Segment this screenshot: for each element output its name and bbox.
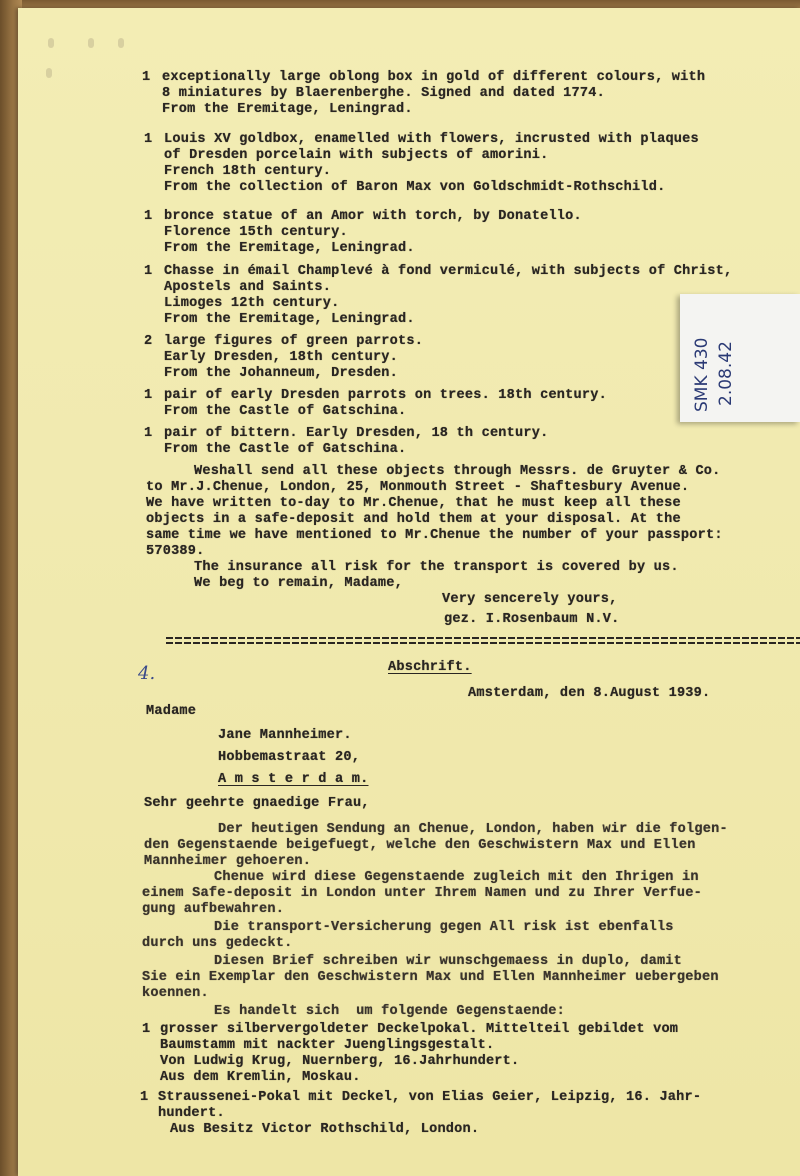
item-line: grosser silbervergoldeter Deckelpokal. Mittelteil gebildet vom bbox=[160, 1022, 679, 1037]
item-line: pair of bittern. Early Dresden, 18 th century. bbox=[164, 426, 549, 441]
letter-body-line: objects in a safe-deposit and hold them at your disposal. At the bbox=[146, 512, 681, 527]
item-line: exceptionally large oblong box in gold of different colours, with bbox=[162, 70, 706, 85]
letter-body-line: den Gegenstaende beigefuegt, welche den Geschwistern Max und Ellen bbox=[144, 838, 696, 853]
complimentary-close: Very sencerely yours, bbox=[442, 592, 618, 607]
letter-body-line: Chenue wird diese Gegenstaende zugleich mit den Ihrigen in bbox=[214, 870, 699, 885]
letter-body-line: Sie ein Exemplar den Geschwistern Max und Ellen Mannheimer uebergeben bbox=[142, 970, 719, 985]
item-quantity: 1 bbox=[144, 426, 153, 441]
item-line: Baumstamm mit nackter Juenglingsgestalt. bbox=[160, 1038, 495, 1053]
item-line: Florence 15th century. bbox=[164, 225, 348, 240]
letter-body-line: We beg to remain, Madame, bbox=[194, 576, 403, 591]
item-quantity: 1 bbox=[144, 388, 153, 403]
item-line: of Dresden porcelain with subjects of amorini. bbox=[164, 148, 549, 163]
letter-body-line: to Mr.J.Chenue, London, 25, Monmouth Street - Shaftesbury Avenue. bbox=[146, 480, 690, 495]
item-line: Early Dresden, 18th century. bbox=[164, 350, 399, 365]
item-line: From the Castle of Gatschina. bbox=[164, 442, 407, 457]
section-separator bbox=[166, 637, 800, 645]
item-line: Straussenei-Pokal mit Deckel, von Elias Geier, Leipzig, 16. Jahr- bbox=[158, 1090, 702, 1105]
item-line: Louis XV goldbox, enamelled with flowers, incrusted with plaques bbox=[164, 132, 699, 147]
item-quantity: 1 bbox=[144, 209, 153, 224]
letter-body-line: Weshall send all these objects through Messrs. de Gruyter & Co. bbox=[194, 464, 721, 479]
letter-body-line: einem Safe-deposit in London unter Ihrem Namen und zu Ihrer Verfue- bbox=[142, 886, 702, 901]
item-quantity: 1 bbox=[144, 132, 153, 147]
punch-hole bbox=[88, 38, 94, 48]
item-line: From the Castle of Gatschina. bbox=[164, 404, 407, 419]
sticker-reference: SMK 430 bbox=[692, 337, 712, 412]
item-quantity: 1 bbox=[142, 1022, 151, 1037]
item-quantity: 2 bbox=[144, 334, 153, 349]
item-line: Limoges 12th century. bbox=[164, 296, 340, 311]
salutation-to: Madame bbox=[146, 704, 197, 719]
punch-hole bbox=[46, 68, 52, 78]
item-line: From the Eremitage, Leningrad. bbox=[164, 312, 415, 327]
item-quantity: 1 bbox=[140, 1090, 149, 1105]
place-date: Amsterdam, den 8.August 1939. bbox=[468, 686, 711, 701]
letter-body-line: Mannheimer gehoeren. bbox=[144, 854, 312, 869]
letter-body-line: The insurance all risk for the transport is covered by us. bbox=[194, 560, 679, 575]
letter-body-line: Der heutigen Sendung an Chenue, London, haben wir die folgen- bbox=[218, 822, 728, 837]
address-city: A m s t e r d a m. bbox=[218, 772, 369, 787]
typed-document-page bbox=[18, 8, 800, 1176]
address-line: Jane Mannheimer. bbox=[218, 728, 352, 743]
letter-body-line: 570389. bbox=[146, 544, 205, 559]
handwritten-page-number: 4. bbox=[138, 663, 156, 684]
letter-body-line: same time we have mentioned to Mr.Chenue the number of your passport: bbox=[146, 528, 723, 543]
letter-body-line: koennen. bbox=[142, 986, 209, 1001]
letter-body-line: gung aufbewahren. bbox=[142, 902, 285, 917]
punch-hole bbox=[48, 38, 54, 48]
item-line: hundert. bbox=[158, 1106, 225, 1121]
archive-sticker bbox=[680, 294, 800, 422]
letter-body-line: Diesen Brief schreiben wir wunschgemaess in duplo, damit bbox=[214, 954, 683, 969]
item-line: French 18th century. bbox=[164, 164, 332, 179]
punch-hole bbox=[118, 38, 124, 48]
item-line: From the collection of Baron Max von Goldschmidt-Rothschild. bbox=[164, 180, 666, 195]
greeting: Sehr geehrte gnaedige Frau, bbox=[144, 796, 370, 811]
item-line: Von Ludwig Krug, Nuernberg, 16.Jahrhundert. bbox=[160, 1054, 520, 1069]
item-line: pair of early Dresden parrots on trees. 18th century. bbox=[164, 388, 607, 403]
sticker-date: 2.08.42 bbox=[716, 341, 736, 406]
signature-line: gez. I.Rosenbaum N.V. bbox=[444, 612, 620, 627]
item-quantity: 1 bbox=[142, 70, 151, 85]
item-line: 8 miniatures by Blaerenberghe. Signed and dated 1774. bbox=[162, 86, 605, 101]
copy-heading: Abschrift. bbox=[388, 660, 472, 675]
item-line: Apostels and Saints. bbox=[164, 280, 332, 295]
item-line: bronce statue of an Amor with torch, by Donatello. bbox=[164, 209, 582, 224]
item-line: Aus dem Kremlin, Moskau. bbox=[160, 1070, 361, 1085]
item-line: Aus Besitz Victor Rothschild, London. bbox=[170, 1122, 480, 1137]
letter-body-line: Es handelt sich um folgende Gegenstaende: bbox=[214, 1004, 566, 1019]
address-line: Hobbemastraat 20, bbox=[218, 750, 361, 765]
item-line: From the Johanneum, Dresden. bbox=[164, 366, 399, 381]
letter-body-line: durch uns gedeckt. bbox=[142, 936, 293, 951]
item-line: large figures of green parrots. bbox=[164, 334, 424, 349]
item-quantity: 1 bbox=[144, 264, 153, 279]
letter-body-line: We have written to-day to Mr.Chenue, that he must keep all these bbox=[146, 496, 681, 511]
item-line: Chasse in émail Champlevé à fond vermiculé, with subjects of Christ, bbox=[164, 264, 733, 279]
item-line: From the Eremitage, Leningrad. bbox=[164, 241, 415, 256]
letter-body-line: Die transport-Versicherung gegen All risk ist ebenfalls bbox=[214, 920, 674, 935]
item-line: From the Eremitage, Leningrad. bbox=[162, 102, 413, 117]
